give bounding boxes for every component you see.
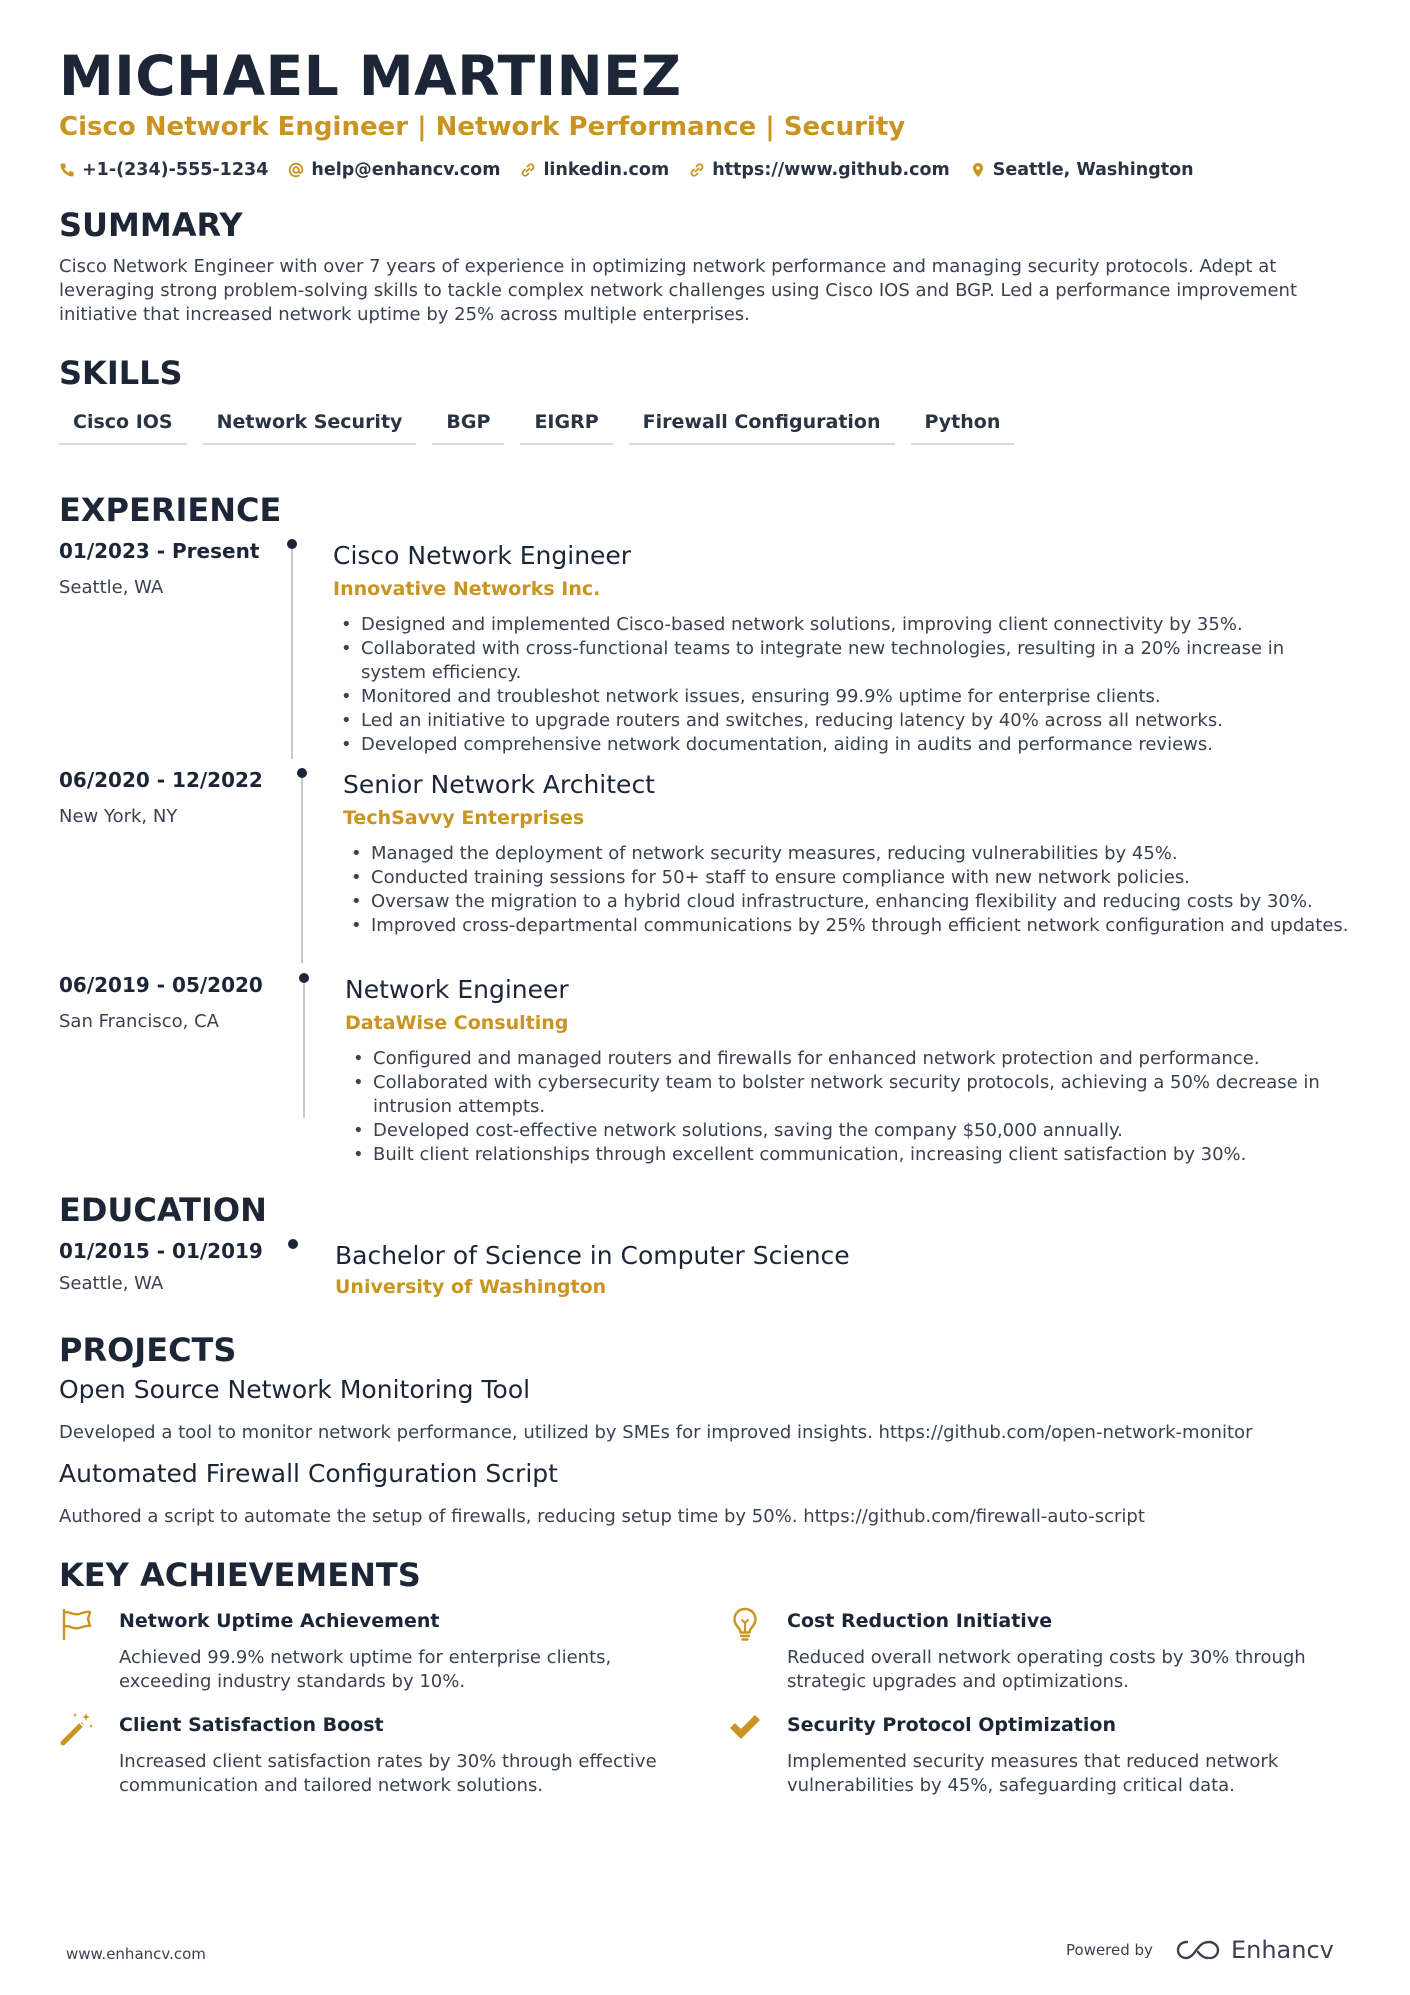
skills-heading: SKILLS xyxy=(59,354,183,392)
experience-location: Seattle, WA xyxy=(59,577,164,598)
experience-heading: EXPERIENCE xyxy=(59,491,282,529)
contact-location xyxy=(970,160,1194,180)
timeline-dot xyxy=(287,539,297,549)
candidate-name: MICHAEL MARTINEZ xyxy=(59,44,682,108)
summary-heading: SUMMARY xyxy=(59,206,243,244)
achievements-heading: KEY ACHIEVEMENTS xyxy=(59,1556,421,1594)
achievement-title: Client Satisfaction Boost xyxy=(119,1714,384,1736)
link-icon xyxy=(520,162,536,178)
list-item: • Designed and implemented Cisco-based network solutions, improving client connectivity by 35%. xyxy=(333,613,1349,637)
footer-branding xyxy=(1066,1936,1334,1964)
list-item: • Developed comprehensive network documentation, aiding in audits and performance reviews. xyxy=(333,733,1349,757)
experience-role: Network Engineer xyxy=(345,975,569,1004)
checkmark-icon xyxy=(727,1710,763,1746)
timeline-line xyxy=(291,549,293,759)
education-heading: EDUCATION xyxy=(59,1191,267,1229)
timeline-dot xyxy=(297,768,307,778)
experience-date: 06/2019 - 05/2020 xyxy=(59,973,263,997)
skill-tag: Network Security xyxy=(203,407,417,445)
list-item: • Configured and managed routers and firewalls for enhanced network protection and performance. xyxy=(345,1047,1349,1071)
education-date: 01/2015 - 01/2019 xyxy=(59,1239,263,1263)
list-item: • Managed the deployment of network security measures, reducing vulnerabilities by 45%. xyxy=(343,842,1349,866)
skill-tag: Python xyxy=(911,407,1015,445)
list-item: • Monitored and troubleshot network issues, ensuring 99.9% uptime for enterprise clients. xyxy=(333,685,1349,709)
summary-text: Cisco Network Engineer with over 7 years of experience in optimizing network performance and managing security protocols. Adept at leveraging strong problem-solving skills to tackle complex network challenges using Cisco IOS and BGP. Led a performance improvement initiative that increased network uptime by 25% across multiple enterprises. xyxy=(59,256,1298,325)
list-item: • Built client relationships through excellent communication, increasing client satisfaction by 30%. xyxy=(345,1143,1349,1167)
experience-entry xyxy=(59,768,1349,963)
experience-bullets xyxy=(345,1047,1349,1167)
contact-phone-text: +1-(234)-555-1234 xyxy=(82,160,269,180)
skill-tag: BGP xyxy=(432,407,504,445)
enhancv-logo[interactable] xyxy=(1175,1936,1334,1964)
experience-details xyxy=(345,973,1349,1167)
timeline-dot xyxy=(299,973,309,983)
magic-wand-icon xyxy=(59,1710,95,1746)
timeline-dot xyxy=(288,1239,298,1249)
phone-icon xyxy=(59,162,75,178)
contact-email[interactable] xyxy=(288,160,500,180)
list-item: • Led an initiative to upgrade routers and switches, reducing latency by 40% across all networks. xyxy=(333,709,1349,733)
experience-role: Cisco Network Engineer xyxy=(333,541,632,570)
experience-details xyxy=(343,768,1349,938)
experience-location: San Francisco, CA xyxy=(59,1011,219,1032)
contact-bar xyxy=(59,160,1194,180)
link-icon xyxy=(689,162,705,178)
experience-date: 06/2020 - 12/2022 xyxy=(59,768,263,792)
experience-bullets xyxy=(343,842,1349,938)
contact-github[interactable] xyxy=(689,160,950,180)
education-school: University of Washington xyxy=(335,1276,607,1298)
achievement-description: Achieved 99.9% network uptime for enterprise clients, exceeding industry standards by 10%. xyxy=(119,1647,612,1692)
education-degree: Bachelor of Science in Computer Science xyxy=(335,1241,850,1270)
contact-location-text: Seattle, Washington xyxy=(992,160,1194,180)
contact-github-text: https://www.github.com xyxy=(712,160,950,180)
experience-company: DataWise Consulting xyxy=(345,1012,569,1034)
list-item: • Improved cross-departmental communications by 25% through efficient network configuration and updates. xyxy=(343,914,1349,938)
experience-details xyxy=(333,539,1349,757)
experience-company: TechSavvy Enterprises xyxy=(343,807,585,829)
contact-email-text: help@enhancv.com xyxy=(311,160,501,180)
list-item: • Developed cost-effective network solutions, saving the company $50,000 annually. xyxy=(345,1119,1349,1143)
experience-bullets xyxy=(333,613,1349,757)
experience-role: Senior Network Architect xyxy=(343,770,655,799)
skill-tag: Firewall Configuration xyxy=(629,407,895,445)
projects-heading: PROJECTS xyxy=(59,1331,237,1369)
timeline-line xyxy=(303,983,305,1118)
skill-tag: EIGRP xyxy=(520,407,612,445)
at-icon xyxy=(288,162,304,178)
timeline-line xyxy=(301,778,303,963)
contact-linkedin[interactable] xyxy=(520,160,669,180)
achievement-title: Security Protocol Optimization xyxy=(787,1714,1116,1736)
contact-phone[interactable] xyxy=(59,160,268,180)
achievement-description: Reduced overall network operating costs by 30% through strategic upgrades and optimizations. xyxy=(787,1647,1306,1692)
experience-location: New York, NY xyxy=(59,806,178,827)
experience-entry xyxy=(59,539,1349,759)
education-details xyxy=(335,1239,1349,1301)
footer-website[interactable]: www.enhancv.com xyxy=(66,1945,206,1963)
list-item: • Collaborated with cross-functional teams to integrate new technologies, resulting in a 20% increase in system efficiency. xyxy=(333,637,1349,685)
powered-by-label: Powered by xyxy=(1066,1941,1153,1959)
location-pin-icon xyxy=(970,162,986,178)
project-description: Authored a script to automate the setup of firewalls, reducing setup time by 50%. https://github.com/firewall-auto-script xyxy=(59,1506,1145,1527)
experience-company: Innovative Networks Inc. xyxy=(333,578,601,600)
achievement-description: Implemented security measures that reduced network vulnerabilities by 45%, safeguarding critical data. xyxy=(787,1751,1279,1796)
lightbulb-icon xyxy=(727,1606,763,1642)
skills-list xyxy=(59,407,1014,445)
achievement-description: Increased client satisfaction rates by 30% through effective communication and tailored network solutions. xyxy=(119,1751,657,1796)
project-title: Automated Firewall Configuration Script xyxy=(59,1459,558,1488)
flag-icon xyxy=(59,1606,95,1642)
achievement-title: Cost Reduction Initiative xyxy=(787,1610,1053,1632)
project-description: Developed a tool to monitor network performance, utilized by SMEs for improved insights. https://github.com/open-network-monitor xyxy=(59,1422,1253,1443)
list-item: • Conducted training sessions for 50+ staff to ensure compliance with new network policies. xyxy=(343,866,1349,890)
education-entry xyxy=(59,1239,1349,1309)
candidate-title: Cisco Network Engineer | Network Performance | Security xyxy=(59,112,906,142)
list-item: • Collaborated with cybersecurity team to bolster network security protocols, achieving a 50% decrease in intrusion attempts. xyxy=(345,1071,1349,1119)
experience-entry xyxy=(59,973,1349,1165)
experience-date: 01/2023 - Present xyxy=(59,539,260,563)
achievement-title: Network Uptime Achievement xyxy=(119,1610,440,1632)
enhancv-brand-text: Enhancv xyxy=(1230,1936,1334,1964)
list-item: • Oversaw the migration to a hybrid cloud infrastructure, enhancing flexibility and reducing costs by 30%. xyxy=(343,890,1349,914)
enhancv-logo-icon xyxy=(1175,1938,1221,1962)
education-location: Seattle, WA xyxy=(59,1273,164,1294)
contact-linkedin-text: linkedin.com xyxy=(543,160,670,180)
skill-tag: Cisco IOS xyxy=(59,407,187,445)
project-title: Open Source Network Monitoring Tool xyxy=(59,1375,531,1404)
